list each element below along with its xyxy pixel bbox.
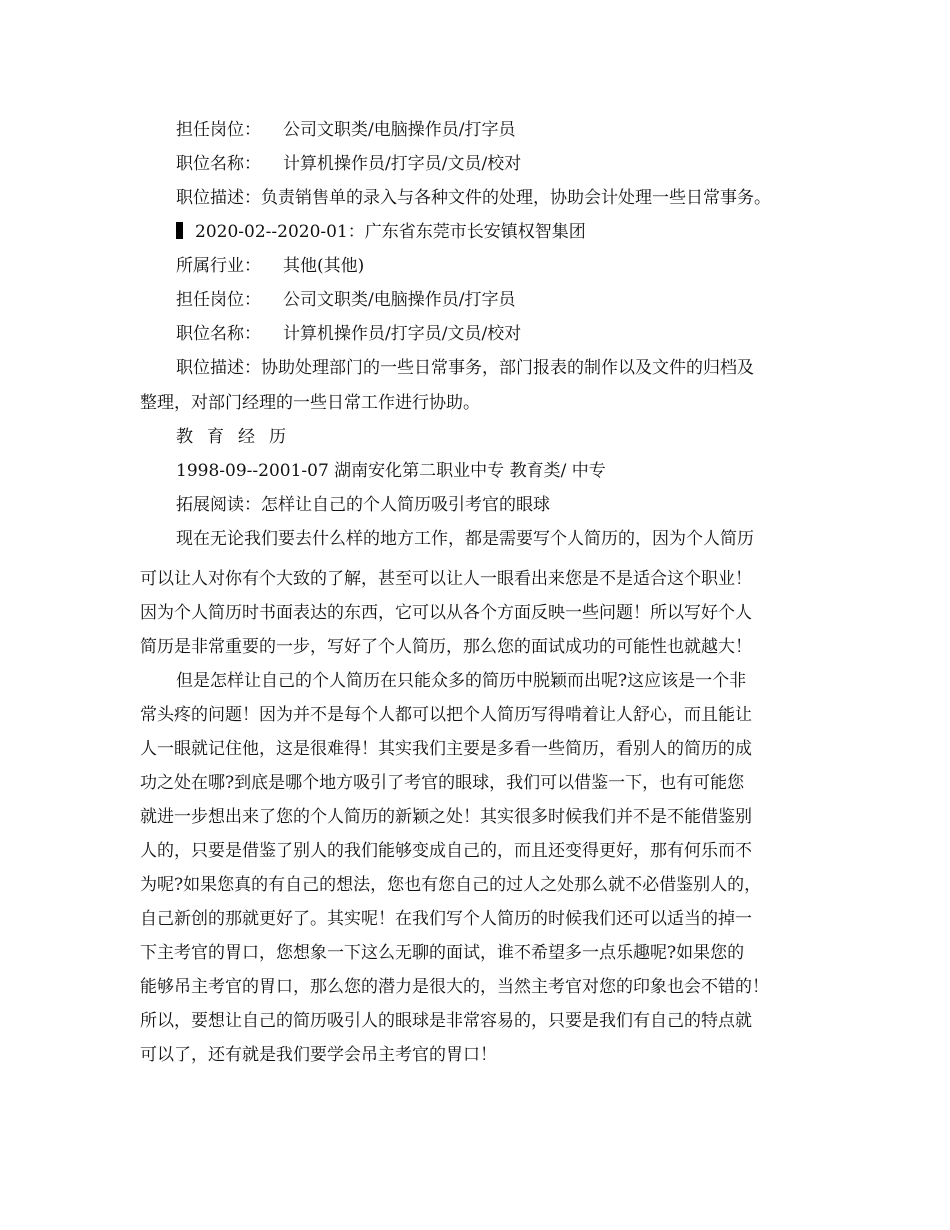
job2-position-label: 担任岗位： bbox=[176, 290, 261, 310]
job1-position-row bbox=[176, 118, 826, 142]
education-heading: 教育经历 bbox=[176, 427, 300, 447]
job2-title-label: 职位名称： bbox=[176, 324, 261, 344]
job1-title-row bbox=[176, 152, 826, 176]
job2-description-line: 整理，对部门经理的一些日常工作进行协助。 bbox=[140, 393, 480, 413]
paragraph-1-line: 简历是非常重要的一步，写好了个人简历，那么您的面试成功的可能性也就越大！ bbox=[140, 637, 752, 657]
education-entry: 1998-09--2001-07 湖南安化第二职业中专 教育类/ 中专 bbox=[176, 461, 606, 481]
job2-description-line: 职位描述：协助处理部门的一些日常事务，部门报表的制作以及文件的归档及 bbox=[176, 358, 754, 378]
paragraph-2-line: 为呢?如果您真的有自己的想法，您也有您自己的过人之处那么就不必借鉴别人的， bbox=[140, 875, 762, 895]
paragraph-2-line: 人一眼就记住他，这是很难得！其实我们主要是多看一些简历，看别人的简历的成 bbox=[140, 739, 752, 759]
job1-title-value: 计算机操作员/打字员/文员/校对 bbox=[283, 154, 522, 174]
paragraph-2-line: 可以了，还有就是我们要学会吊主考官的胃口！ bbox=[140, 1045, 497, 1065]
job1-description: 职位描述：负责销售单的录入与各种文件的处理，协助会计处理一些日常事务。 bbox=[176, 188, 771, 208]
extended-reading-title: 拓展阅读：怎样让自己的个人简历吸引考官的眼球 bbox=[176, 495, 550, 515]
job1-position-label: 担任岗位： bbox=[176, 120, 261, 140]
paragraph-1-line: 因为个人简历时书面表达的东西，它可以从各个方面反映一些问题！所以写好个人 bbox=[140, 603, 752, 623]
job2-header-row bbox=[176, 220, 826, 244]
job2-position-row bbox=[176, 288, 826, 312]
job1-position-value: 公司文职类/电脑操作员/打字员 bbox=[283, 120, 516, 140]
paragraph-2-line: 功之处在哪?到底是哪个地方吸引了考官的眼球，我们可以借鉴一下，也有可能您 bbox=[140, 773, 745, 793]
paragraph-1-line: 可以让人对你有个大致的了解，甚至可以让人一眼看出来您是不是适合这个职业！ bbox=[140, 569, 752, 589]
job2-position-value: 公司文职类/电脑操作员/打字员 bbox=[283, 290, 516, 310]
bullet-marker-icon bbox=[176, 222, 183, 239]
paragraph-2-line: 所以，要想让自己的简历吸引人的眼球是非常容易的，只要是我们有自己的特点就 bbox=[140, 1011, 752, 1031]
job2-industry-label: 所属行业： bbox=[176, 256, 261, 276]
paragraph-2-line: 自己新创的那就更好了。其实呢！在我们写个人简历的时候我们还可以适当的掉一 bbox=[140, 909, 752, 929]
paragraph-2-line: 就进一步想出来了您的个人简历的新颖之处！其实很多时候我们并不是不能借鉴别 bbox=[140, 807, 752, 827]
paragraph-2-line: 人的，只要是借鉴了别人的我们能够变成自己的，而且还变得更好，那有何乐而不 bbox=[140, 841, 752, 861]
paragraph-1-line: 现在无论我们要去什么样的地方工作，都是需要写个人简历的，因为个人简历 bbox=[176, 529, 754, 549]
job2-title-row bbox=[176, 322, 826, 346]
job2-header: 2020-02--2020-01：广东省东莞市长安镇权智集团 bbox=[195, 222, 586, 242]
job2-title-value: 计算机操作员/打字员/文员/校对 bbox=[283, 324, 522, 344]
paragraph-2-line: 常头疼的问题！因为并不是每个人都可以把个人简历写得啃着让人舒心，而且能让 bbox=[140, 705, 752, 725]
job2-industry-value: 其他(其他) bbox=[283, 256, 365, 276]
job1-title-label: 职位名称： bbox=[176, 154, 261, 174]
job2-industry-row bbox=[176, 254, 826, 278]
paragraph-2-line: 下主考官的胃口，您想象一下这么无聊的面试，谁不希望多一点乐趣呢?如果您的 bbox=[140, 943, 745, 963]
paragraph-2-line: 能够吊主考官的胃口，那么您的潜力是很大的，当然主考官对您的印象也会不错的！ bbox=[140, 977, 769, 997]
paragraph-2-line: 但是怎样让自己的个人简历在只能众多的简历中脱颖而出呢?这应该是一个非 bbox=[176, 671, 747, 691]
